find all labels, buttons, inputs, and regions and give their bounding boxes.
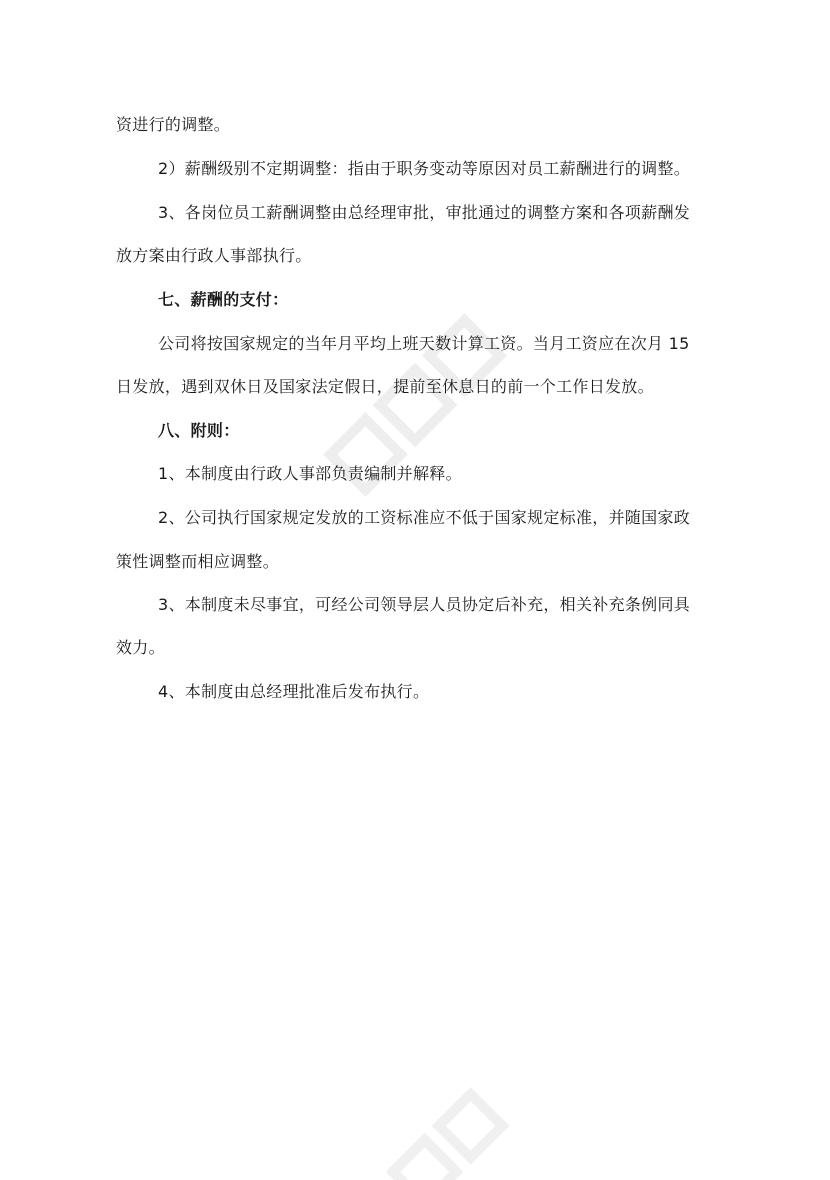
paragraph-line: 放方案由行政人事部执行。 <box>116 246 312 265</box>
paragraph-line: 3、本制度未尽事宜，可经公司领导层人员协定后补充，相关补充条例同具 <box>158 595 691 614</box>
paragraph-line: 策性调整而相应调整。 <box>116 552 280 571</box>
section-heading-payment: 七、薪酬的支付： <box>158 290 289 309</box>
paragraph-line: 资进行的调整。 <box>116 115 231 134</box>
paragraph-line: 公司将按国家规定的当年月平均上班天数计算工资。当月工资应在次月 15 <box>158 334 690 353</box>
paragraph-line: 1、本制度由行政人事部负责编制并解释。 <box>158 464 462 483</box>
paragraph-line: 2）薪酬级别不定期调整：指由于职务变动等原因对员工薪酬进行的调整。 <box>158 159 691 178</box>
paragraph-line: 2、公司执行国家规定发放的工资标准应不低于国家规定标准，并随国家政 <box>158 508 691 527</box>
watermark <box>300 290 530 520</box>
paragraph-line: 3、各岗位员工薪酬调整由总经理审批，审批通过的调整方案和各项薪酬发 <box>158 203 691 222</box>
paragraph-line: 效力。 <box>116 638 165 657</box>
paragraph-line: 日发放，遇到双休日及国家法定假日，提前至休息日的前一个工作日发放。 <box>116 377 654 396</box>
watermark-bottom <box>380 1060 540 1180</box>
section-heading-appendix: 八、附则： <box>158 421 240 440</box>
paragraph-line: 4、本制度由总经理批准后发布执行。 <box>158 682 430 701</box>
